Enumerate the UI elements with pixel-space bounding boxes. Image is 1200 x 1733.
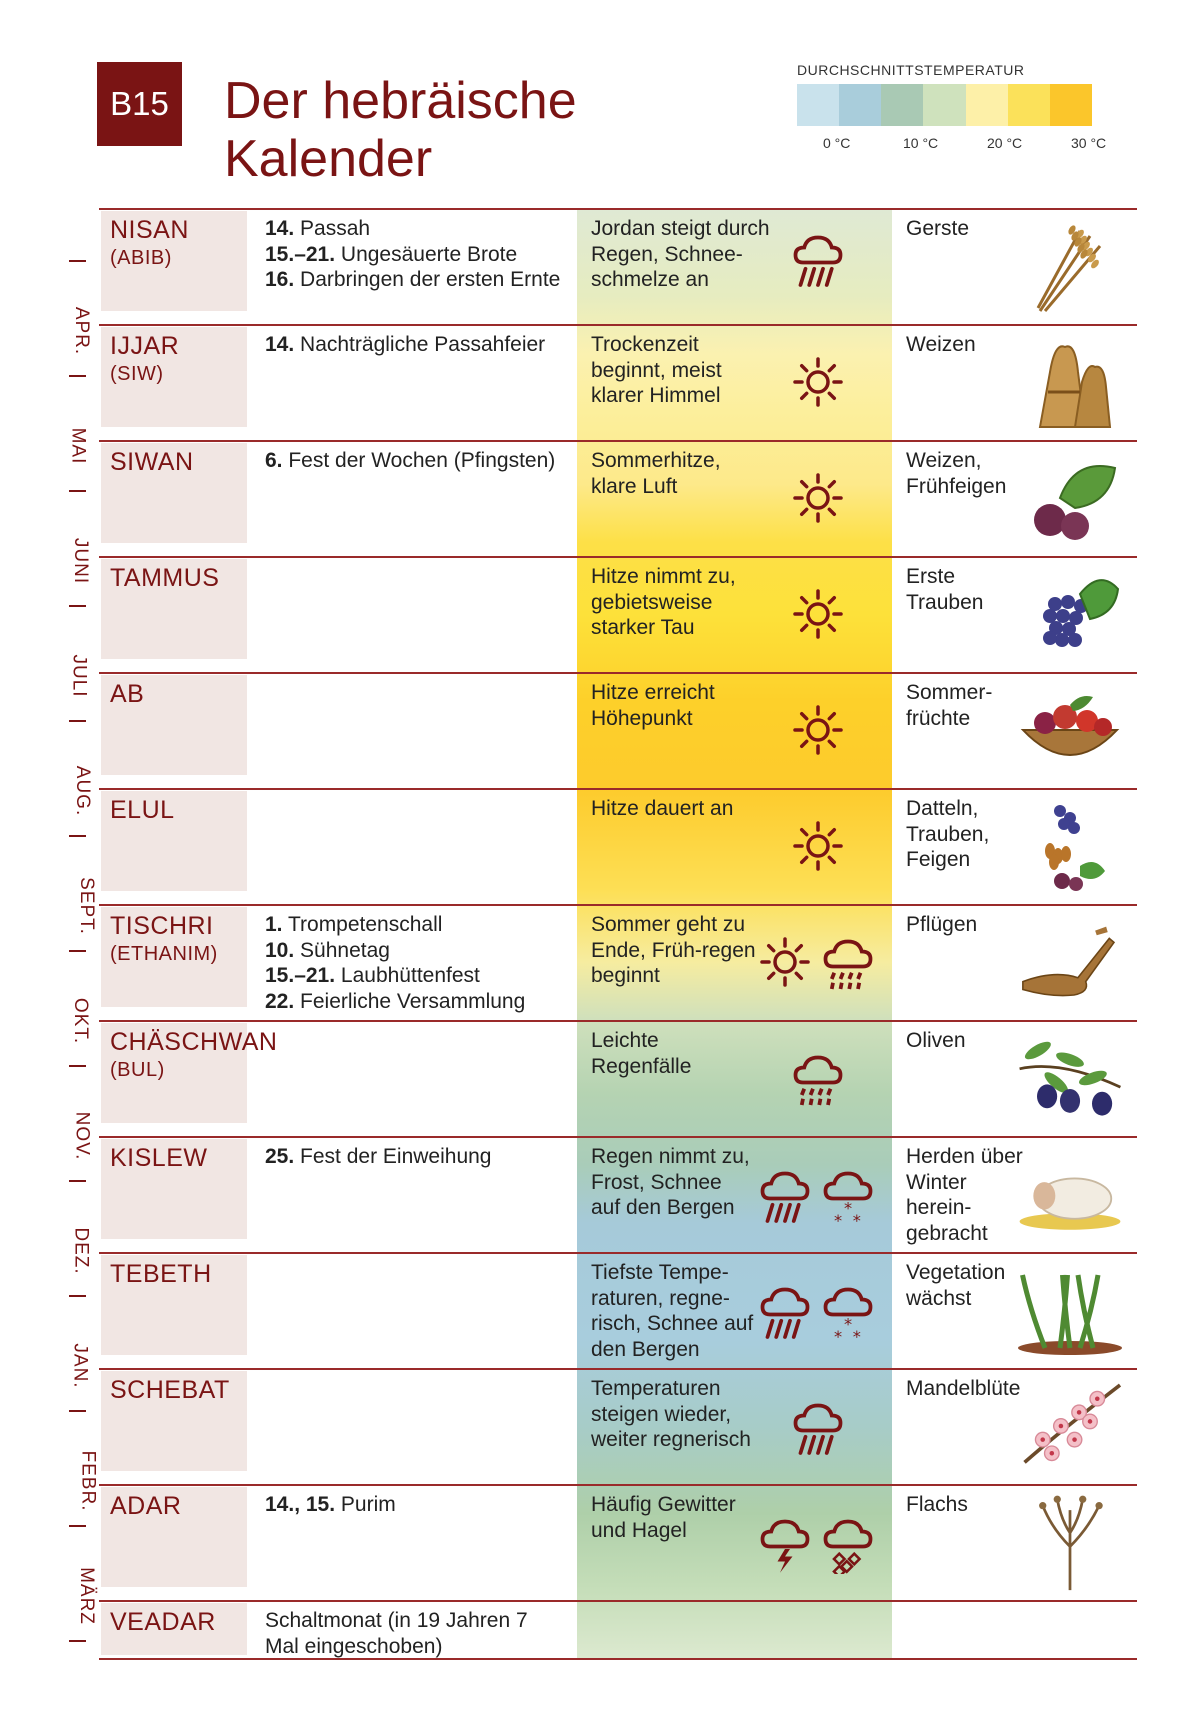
side-month-text: JAN. — [69, 1343, 91, 1389]
festival-list — [265, 448, 565, 474]
gregorian-month-strip — [57, 265, 97, 1685]
festival-entry — [265, 963, 565, 989]
row-divider — [99, 1136, 1137, 1138]
side-month-label — [57, 1111, 97, 1161]
side-tick — [69, 260, 86, 262]
month-name: NISAN — [110, 216, 189, 244]
festival-entry — [265, 938, 565, 964]
svg-text:*: * — [833, 1327, 843, 1342]
festival-day: 1. — [265, 913, 283, 936]
legend-title: DURCHSCHNITTSTEMPERATUR — [797, 62, 1025, 78]
row-divider — [99, 788, 1137, 790]
side-month-text: OKT. — [70, 997, 92, 1045]
month-alt-name: (ETHANIM) — [110, 943, 218, 965]
festival-day: 14. — [265, 217, 295, 240]
festival-entry — [265, 1492, 565, 1518]
month-name: SCHEBAT — [110, 1376, 230, 1404]
row-divider — [99, 1020, 1137, 1022]
row-divider — [99, 208, 1137, 210]
sun-icon — [790, 354, 846, 415]
month-alt-name: (SIW) — [110, 363, 164, 385]
plow-icon — [1015, 912, 1125, 1017]
row-divider — [99, 1658, 1137, 1660]
sun-icon — [757, 934, 813, 995]
month-name: ELUL — [110, 796, 175, 824]
festival-name: Darbringen der ersten Ernte — [294, 268, 561, 292]
month-name: KISLEW — [110, 1144, 208, 1172]
festival-entry — [265, 267, 565, 293]
festival-day: 22. — [265, 990, 295, 1014]
sun-icon — [790, 586, 846, 647]
snow-icon — [820, 1282, 876, 1347]
festival-entry — [265, 1608, 565, 1659]
side-tick — [69, 1180, 86, 1182]
weather-description: Temperaturen steigen wieder, weiter regnerisch — [591, 1377, 751, 1452]
drizzle-icon — [820, 934, 876, 999]
crop-label: Datteln, Trauben, Feigen — [906, 797, 990, 872]
side-tick — [69, 950, 86, 952]
festival-day: 25. — [265, 1145, 295, 1168]
festival-day: 14., 15. — [265, 1493, 336, 1516]
month-name: ADAR — [110, 1492, 182, 1520]
side-tick — [69, 490, 86, 492]
festival-entry — [265, 216, 565, 242]
side-month-label — [57, 1343, 97, 1389]
festival-list — [265, 912, 565, 1015]
crop-label: Herden über Winter herein-gebracht — [906, 1145, 1023, 1246]
rain-icon — [757, 1166, 813, 1231]
wheat-sheaf-icon — [1015, 332, 1125, 437]
festival-list — [265, 1608, 565, 1659]
legend-tick: 0 °C — [823, 135, 851, 151]
festival-list — [265, 216, 565, 293]
side-month-label — [57, 654, 97, 698]
flax-icon — [1015, 1492, 1125, 1597]
side-month-label — [57, 537, 97, 585]
sun-icon — [790, 702, 846, 763]
side-tick — [69, 720, 86, 722]
svg-text:*: * — [852, 1327, 861, 1342]
side-month-text: SEPT. — [75, 877, 97, 935]
side-month-label — [57, 997, 97, 1045]
festival-entry — [265, 912, 565, 938]
side-tick — [69, 1295, 86, 1297]
thunder-icon — [757, 1514, 813, 1579]
crop-label: Erste Trauben — [906, 565, 984, 614]
crop-label: Weizen — [906, 333, 976, 356]
month-name: CHÄSCHWAN — [110, 1028, 278, 1056]
rain-icon — [757, 1282, 813, 1347]
sprouts-icon — [1015, 1260, 1125, 1365]
side-month-label — [57, 427, 97, 465]
side-month-label — [57, 1567, 97, 1625]
row-divider — [99, 1484, 1137, 1486]
row-divider — [99, 1600, 1137, 1602]
side-month-label — [57, 1450, 99, 1512]
row-divider — [99, 556, 1137, 558]
festival-day: 15.–21. — [265, 242, 336, 266]
festival-name: Ungesäuerte Brote — [335, 242, 518, 266]
side-month-label — [57, 306, 97, 356]
legend-tick: 10 °C — [903, 135, 939, 151]
festival-entry — [265, 242, 565, 268]
festival-name: Trompetenschall — [282, 913, 443, 936]
weather-description: Häufig Gewitter und Hagel — [591, 1493, 736, 1542]
crop-label: Oliven — [906, 1029, 966, 1052]
legend-tick: 30 °C — [1071, 135, 1107, 151]
festival-name: Feierliche Versammlung — [294, 990, 526, 1014]
festival-entry — [265, 332, 565, 358]
festival-day: 15.–21. — [265, 964, 336, 988]
side-tick — [69, 605, 86, 607]
month-name: AB — [110, 680, 145, 708]
grapes-icon — [1015, 564, 1125, 669]
festival-entry — [265, 989, 565, 1015]
festival-day: 16. — [265, 268, 295, 292]
svg-text:*: * — [852, 1211, 861, 1226]
hail-icon — [820, 1514, 876, 1579]
side-tick — [69, 1525, 86, 1527]
rain-icon — [790, 230, 846, 295]
legend-tick: 20 °C — [987, 135, 1023, 151]
festival-list — [265, 1492, 565, 1518]
weather-description: Hitze nimmt zu, gebietsweise starker Tau — [591, 565, 736, 640]
snow-icon — [820, 1166, 876, 1231]
rain-icon — [790, 1398, 846, 1463]
festival-day: 10. — [265, 938, 295, 962]
side-month-text: MÄRZ — [75, 1567, 97, 1625]
row-divider — [99, 904, 1137, 906]
dates-icon — [1015, 796, 1125, 901]
festival-day: 6. — [265, 449, 283, 472]
side-tick — [69, 375, 86, 377]
month-name: IJJAR — [110, 332, 180, 360]
weather-description: Jordan steigt durch Regen, Schnee-schmelze an — [591, 217, 770, 292]
title-line-2: Kalender — [224, 130, 433, 188]
svg-text:*: * — [843, 1314, 853, 1334]
side-month-label — [57, 765, 97, 817]
month-alt-name: (BUL) — [110, 1059, 165, 1081]
festival-day: 14. — [265, 333, 295, 356]
festival-name: Nachträgliche Passahfeier — [294, 333, 546, 356]
weather-description: Leichte Regenfälle — [591, 1029, 692, 1078]
side-tick — [69, 1410, 86, 1412]
badge: B15 — [97, 62, 182, 146]
weather-description: Hitze dauert an — [591, 797, 734, 820]
side-month-label — [57, 1227, 97, 1275]
festival-entry — [265, 1144, 565, 1170]
festival-name: Laubhüttenfest — [335, 964, 480, 988]
month-name: VEADAR — [110, 1608, 216, 1636]
weather-description: Sommerhitze, klare Luft — [591, 449, 721, 498]
weather-description: Regen nimmt zu, Frost, Schnee auf den Bergen — [591, 1145, 750, 1220]
month-name: TAMMUS — [110, 564, 220, 592]
month-name: SIWAN — [110, 448, 194, 476]
side-month-text: DEZ. — [70, 1227, 92, 1275]
crop-label: Mandelblüte — [906, 1377, 1021, 1400]
side-month-text: JUNI — [70, 537, 92, 585]
festival-entry — [265, 448, 565, 474]
side-month-label — [57, 877, 97, 935]
side-month-text: FEBR. — [77, 1450, 99, 1512]
row-divider — [99, 440, 1137, 442]
drizzle-icon — [790, 1050, 846, 1115]
crop-label: Pflügen — [906, 913, 978, 936]
month-name: TEBETH — [110, 1260, 212, 1288]
side-tick — [69, 835, 86, 837]
title-line-1: Der hebräische — [224, 72, 577, 130]
side-tick — [69, 1065, 86, 1067]
olive-icon — [1015, 1028, 1125, 1133]
festival-list — [265, 1144, 565, 1170]
crop-label: Sommer-früchte — [906, 681, 993, 730]
sheep-icon — [1015, 1144, 1125, 1249]
festival-name: Fest der Wochen (Pfingsten) — [282, 449, 556, 472]
side-month-text: MAI — [67, 427, 88, 465]
weather-description: Tiefste Tempe-raturen, regne-risch, Schnee auf den Bergen — [591, 1261, 754, 1362]
festival-name: Purim — [335, 1493, 396, 1516]
festival-name: Sühnetag — [294, 938, 390, 962]
crop-label: Vegetation wächst — [906, 1261, 1006, 1310]
side-month-text: NOV. — [71, 1111, 93, 1161]
crop-label: Weizen, Frühfeigen — [906, 449, 1007, 498]
weather-description: Sommer geht zu Ende, Früh-regen beginnt — [591, 913, 756, 988]
fruit-basket-icon — [1015, 680, 1125, 785]
weather-description: Hitze erreicht Höhepunkt — [591, 681, 715, 730]
svg-text:*: * — [833, 1211, 843, 1226]
side-month-text: APR. — [71, 306, 93, 356]
crop-label: Gerste — [906, 217, 970, 240]
sun-icon — [790, 470, 846, 531]
side-month-text: AUG. — [72, 765, 94, 817]
month-name: TISCHRI — [110, 912, 214, 940]
almond-blossom-icon — [1015, 1376, 1125, 1481]
side-month-text: JULI — [68, 654, 90, 698]
svg-text:*: * — [843, 1198, 853, 1218]
crop-label: Flachs — [906, 1493, 968, 1516]
barley-icon — [1015, 216, 1125, 321]
month-alt-name: (ABIB) — [110, 247, 172, 269]
row-divider — [99, 1368, 1137, 1370]
sun-icon — [790, 818, 846, 879]
festival-name: Schaltmonat (in 19 Jahren 7 Mal eingeschoben) — [265, 1609, 528, 1658]
festival-name: Fest der Einweihung — [294, 1145, 492, 1168]
row-divider — [99, 672, 1137, 674]
festival-list — [265, 332, 565, 358]
weather-description: Trockenzeit beginnt, meist klarer Himmel — [591, 333, 722, 408]
row-divider — [99, 1252, 1137, 1254]
row-divider — [99, 324, 1137, 326]
festival-name: Passah — [294, 217, 371, 240]
side-tick — [69, 1640, 86, 1642]
fig-icon — [1015, 448, 1125, 553]
